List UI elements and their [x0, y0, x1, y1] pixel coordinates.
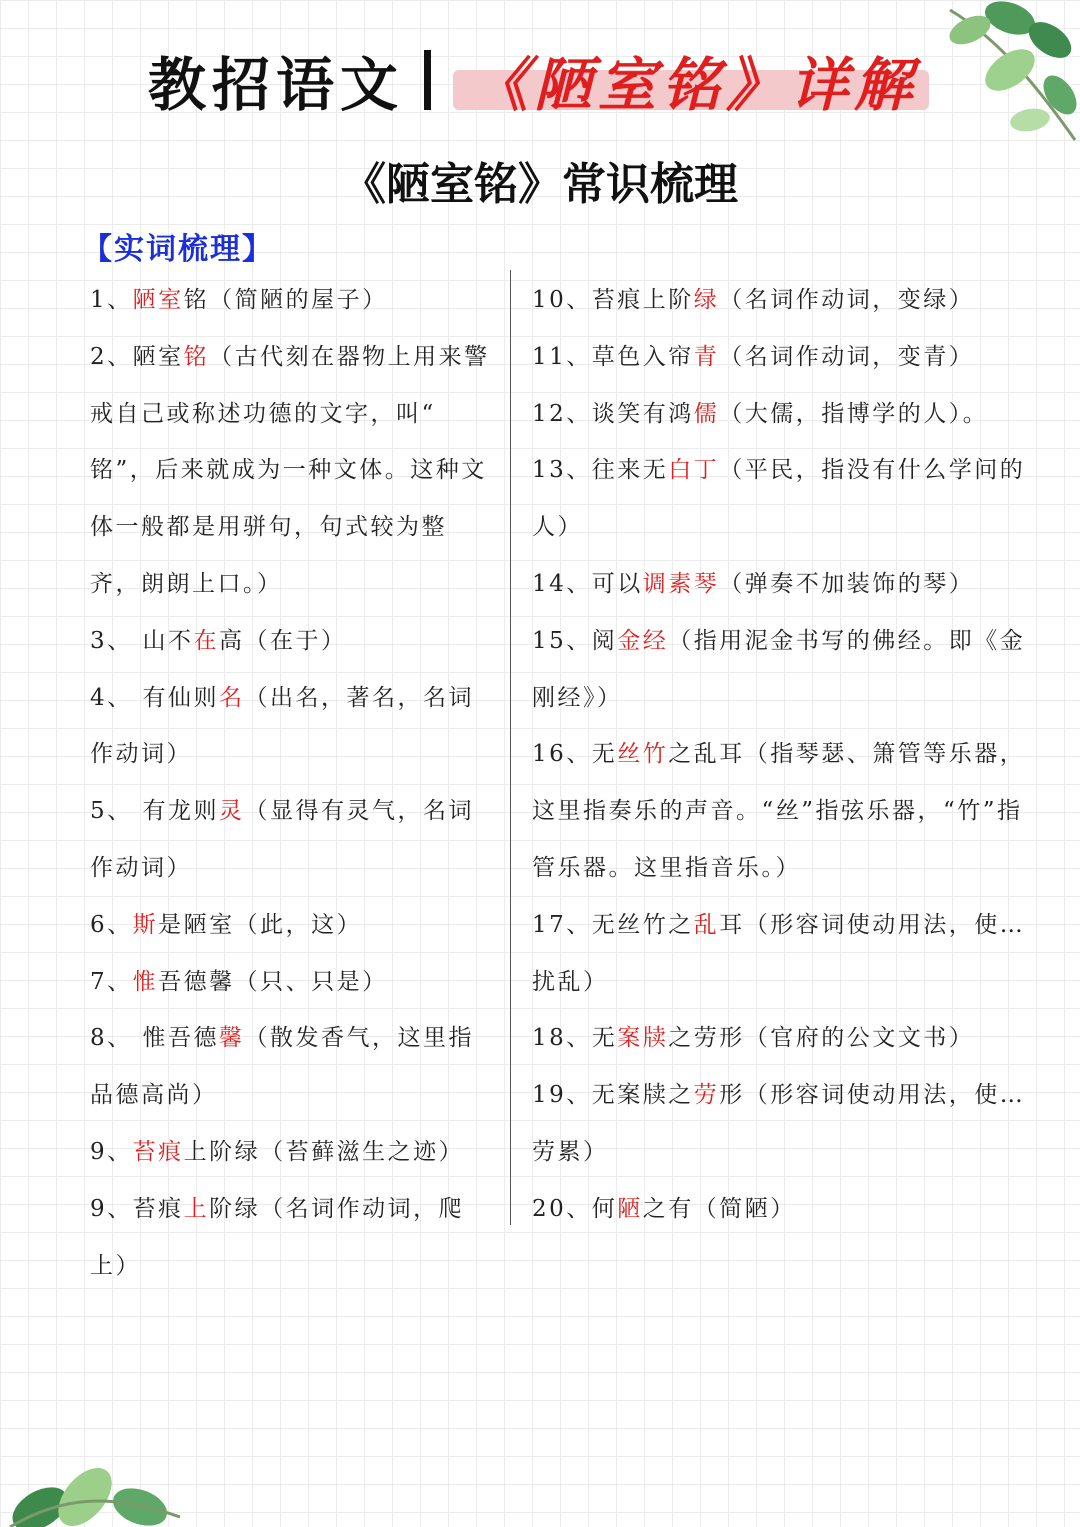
entry-suffix: 耳（形容词使动用法，使…扰乱） — [532, 911, 1026, 995]
entry-highlight: 儒 — [693, 400, 720, 427]
entry-prefix: 14、可以 — [532, 570, 643, 597]
entry-suffix: 之劳形（官府的公文文书） — [668, 1025, 975, 1052]
title-bar — [0, 28, 1080, 118]
entry-suffix: 之乱耳（指琴瑟、箫管等乐器，这里指奏乐的声音。“丝”指弦乐器，“竹”指管乐器。这里指音乐。） — [532, 741, 1026, 881]
entry-highlight: 陋 — [617, 1195, 643, 1222]
entry-prefix: 6、 — [90, 911, 133, 938]
entry-highlight: 劳 — [693, 1082, 720, 1109]
list-item — [90, 954, 490, 1011]
leaves-decoration-bottom-left — [0, 1437, 200, 1527]
entry-suffix: 铭（简陋的屋子） — [183, 287, 388, 313]
entry-prefix: 15、阅 — [532, 627, 618, 654]
entry-highlight: 铭 — [183, 343, 210, 370]
entry-highlight: 惟 — [132, 968, 159, 995]
entry-prefix: 20、何 — [532, 1195, 618, 1222]
entry-prefix: 5、 有龙则 — [90, 798, 219, 825]
entry-prefix: 9、 — [90, 1138, 133, 1165]
entry-suffix: （出名，著名，名词作动词） — [90, 684, 474, 768]
column-divider — [510, 270, 511, 1225]
entry-highlight: 绿 — [693, 287, 720, 313]
entry-highlight: 上 — [183, 1195, 210, 1222]
entry-suffix: 高（在于） — [218, 627, 347, 654]
entry-highlight: 白丁 — [668, 457, 720, 484]
list-item — [532, 1010, 1028, 1067]
entry-prefix: 12、谈笑有鸿 — [532, 400, 694, 427]
entry-prefix: 4、 有仙则 — [90, 684, 219, 711]
entry-prefix: 1、 — [90, 287, 133, 313]
entry-prefix: 3、 山不 — [90, 627, 194, 654]
list-item — [90, 1010, 490, 1124]
list-item — [532, 1067, 1028, 1181]
entry-highlight: 在 — [193, 627, 219, 654]
entry-suffix: 上阶绿（苔藓滋生之迹） — [183, 1138, 465, 1165]
entry-suffix: 之有（简陋） — [642, 1195, 796, 1222]
entry-prefix: 16、无 — [532, 741, 618, 768]
entry-suffix: （名词作动词，变绿） — [719, 287, 975, 313]
entry-highlight: 陋室 — [132, 287, 184, 313]
entry-prefix: 11、草色入帘 — [532, 343, 694, 370]
list-item — [532, 386, 1028, 443]
entry-suffix: 是陋室（此，这） — [158, 911, 363, 938]
entry-prefix: 13、往来无 — [532, 457, 669, 484]
entry-prefix: 10、苔痕上阶 — [532, 287, 694, 313]
entry-prefix: 2、陋室 — [90, 343, 184, 370]
section-label: 【实词梳理】 — [82, 232, 274, 267]
entry-suffix: 形（形容词使动用法，使…劳累） — [532, 1082, 1026, 1165]
list-item — [90, 613, 490, 670]
entry-suffix: （古代刻在器物上用来警戒自己或称述功德的文字，叫“ 铭”，后来就成为一种文体。这种文体一般都是用骈句，句式较为整齐，朗朗上口。） — [90, 343, 490, 597]
entry-suffix: （散发香气，这里指品德高尚） — [90, 1025, 474, 1109]
entry-highlight: 案牍 — [617, 1025, 669, 1052]
left-column — [90, 272, 490, 1294]
list-item — [90, 670, 490, 784]
entry-prefix: 19、无案牍之 — [532, 1082, 694, 1109]
entry-suffix: （大儒，指博学的人）。 — [719, 400, 989, 427]
entry-highlight: 灵 — [218, 798, 245, 825]
list-item — [90, 272, 490, 329]
entry-suffix: （弹奏不加装饰的琴） — [719, 570, 975, 597]
entry-prefix: 17、无丝竹之 — [532, 911, 694, 938]
entry-prefix: 9、苔痕 — [90, 1195, 184, 1222]
page-subtitle: 《陋室铭》常识梳理 — [342, 159, 738, 210]
list-item — [532, 329, 1028, 386]
list-item — [532, 556, 1028, 613]
entry-suffix: 阶绿（名词作动词，爬上） — [90, 1195, 465, 1279]
entry-suffix: （指用泥金书写的佛经。即《金刚经》） — [532, 627, 1026, 711]
list-item — [532, 613, 1028, 727]
entry-highlight: 苔痕 — [132, 1138, 184, 1165]
entry-highlight: 斯 — [132, 911, 159, 938]
title-left: 教招语文 — [148, 51, 405, 119]
entry-suffix: （显得有灵气，名词作动词） — [90, 798, 474, 881]
list-item — [532, 1181, 1028, 1238]
list-item — [90, 329, 490, 613]
entry-suffix: （名词作动词，变青） — [719, 343, 975, 370]
list-item — [90, 897, 490, 954]
entry-highlight: 青 — [693, 343, 720, 370]
entry-suffix: （平民，指没有什么学问的人） — [532, 457, 1026, 541]
entry-prefix: 8、 惟吾德 — [90, 1025, 219, 1052]
entry-highlight: 馨 — [218, 1025, 245, 1052]
entry-highlight: 丝竹 — [617, 741, 669, 768]
list-item — [532, 272, 1028, 329]
list-item — [90, 1181, 490, 1295]
entry-prefix: 7、 — [90, 968, 133, 995]
list-item — [90, 783, 490, 897]
list-item — [532, 897, 1028, 1011]
entry-highlight: 调素琴 — [642, 570, 720, 597]
entry-highlight: 乱 — [693, 911, 720, 938]
entry-highlight: 名 — [218, 684, 245, 711]
right-column — [532, 272, 1028, 1238]
title-divider — [424, 50, 431, 110]
list-item — [90, 1124, 490, 1181]
entry-highlight: 金经 — [617, 627, 669, 654]
title-right: 《陋室铭》详解 — [470, 51, 919, 119]
list-item — [532, 442, 1028, 556]
list-item — [532, 726, 1028, 896]
entry-suffix: 吾德馨（只、只是） — [158, 968, 388, 995]
entry-prefix: 18、无 — [532, 1025, 618, 1052]
